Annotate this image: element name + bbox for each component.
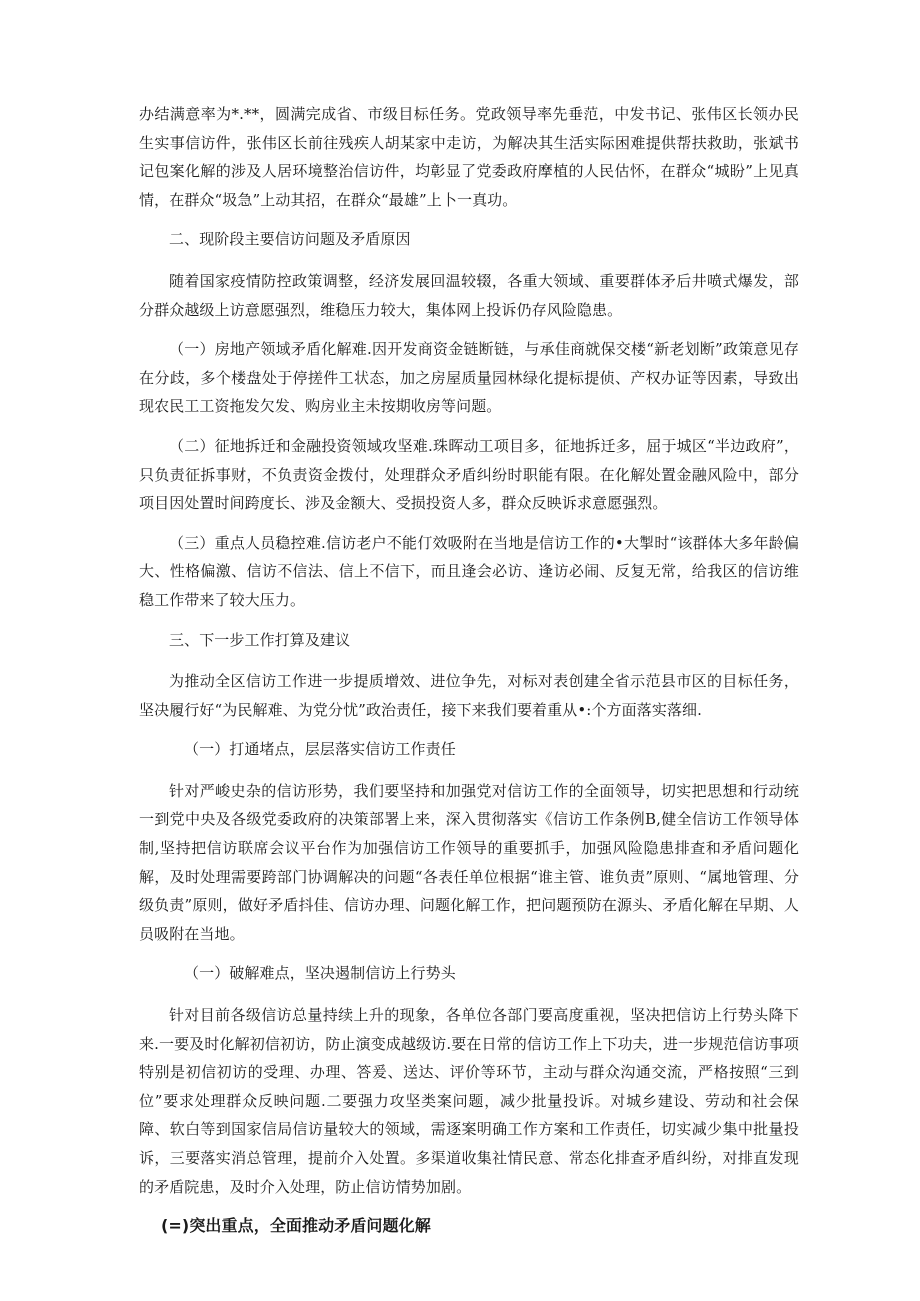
paragraph-real-estate: （一）房地产领域矛盾化解难.因开发商资金链断链，与承佳商就保交楼“新老划断”政策意见存在分歧，多个楼盘处于停搓件工状态，加之房屋质量园林绿化提标提侦、产权办证等因素，导致出现农民工工资拖发欠发、购房业主未按期收房等问题。 <box>139 340 799 416</box>
document-body <box>139 100 799 1252</box>
section-heading-issues: 二、现阶段主要信访问题及矛盾原因 <box>169 230 411 249</box>
subheading-difficulties: （一）破解难点，坚决遏制信访上行势头 <box>184 964 456 983</box>
paragraph-intro-issues: 随着国家疫情防控政策调整，经济发展回温较辍，各重大领域、重要群体矛后井喷式爆发，部分群众越级上访意愿强烈，维稳压力较大，集体网上投诉仍存风险隐患。 <box>139 271 799 319</box>
subheading-responsibility: （一）打通堵点，层层落实信访工作责任 <box>184 740 456 759</box>
paragraph-next-steps-intro: 为推动全区信访工作进一步提质增效、进位争先，对标对表创建全省示范县市区的目标任务，坚决履行好“为民解难、为党分忧”政治责任，接下来我们要着重从•:个方面落实落细. <box>139 672 799 719</box>
paragraph-satisfaction-rate: 办结满意率为*.**，圆满完成省、市级目标任务。党政领导率先垂范，中发书记、张伟区长领办民生实事信访件，张伟区长前往残疾人胡某家中走访，为解决其生活实际困难提供帮扶救助，张斌书记包案化解的涉及人居环境整治信访件，均彰显了党委政府摩植的人民估怀，在群众“城盼”上见真情，在群众“圾急”上动其招，在群众“最雄”上卜一真功。 <box>139 105 799 209</box>
paragraph-land-finance: （二）征地拆迁和金融投资领域攻坚难.珠晖动工项目多，征地拆迁多，屈于城区“半边政府”，只负责征拆事财，不负责资金拨付，处理群众矛盾纠纷时职能有限。在化解处置金融风险中，部分项目因处置时间跨度长、涉及金额大、受损投资人多，群众反映诉求意愿强烈。 <box>139 436 799 513</box>
paragraph-difficulties: 针对目前各级信访总量持续上升的现象，各单位各部门要高度重视，坚决把信访上行势头降下来.一要及时化解初信初访，防止演变成越级访.要在日常的信访工作上下功夫，进一步规范信访事项特别是初信初访的受理、办理、答爰、送达、评价等环节，主动与群众沟通交流，严格按照“三到位”要求处理群众反映问题.二要强力攻坚类案问题，减少批量投诉。对城乡建设、劳动和社会保障、软白等到国家信局信访量较大的领域，需逐案明确工作方案和工作责任，切实减少集中批量投诉，三要落实消总管理，提前介入处置。多渠道收集社情民意、常态化排查矛盾纠纷，对排直发现的矛盾院患，及时介入处理，防止信访情势加剧。 <box>139 1006 799 1196</box>
paragraph-responsibility: 针对严峻史杂的信访形势，我们要坚持和加强党对信访工作的全面领导，切实把思想和行动统一到党中央及各级党委政府的决策部署上来，深入贯彻落实《信访工作条例B,健全信访工作领导体制,坚持把信访联席会议平台作为加强信访工作领导的重要抓手，加强风险隐患排查和矛盾问题化解，及时处理需要跨部门协调解决的问题“各表任单位根据“谁主管、谁负责”原则、“属地管理、分级负责”原则，做好矛盾抖佳、信访办理、问题化解工作，把问题预防在源头、矛盾化解在早期、人员吸附在当地。 <box>139 781 799 943</box>
section-heading-next-steps: 三、下一步工作打算及建议 <box>169 630 351 649</box>
subheading-key-focus: (=)突出重点，全面推动矛盾问题化解 <box>161 1216 431 1236</box>
paragraph-key-personnel: （三）重点人员稳控难.信访老户不能仃效吸附在当地是信访工作的•大掣时“该群体大多年龄偏大、性格偏激、信访不信法、信上不信下，而且逢会必访、逢访必闹、反复无常，给我区的信访维稳工作带来了较大压力。 <box>139 533 799 609</box>
